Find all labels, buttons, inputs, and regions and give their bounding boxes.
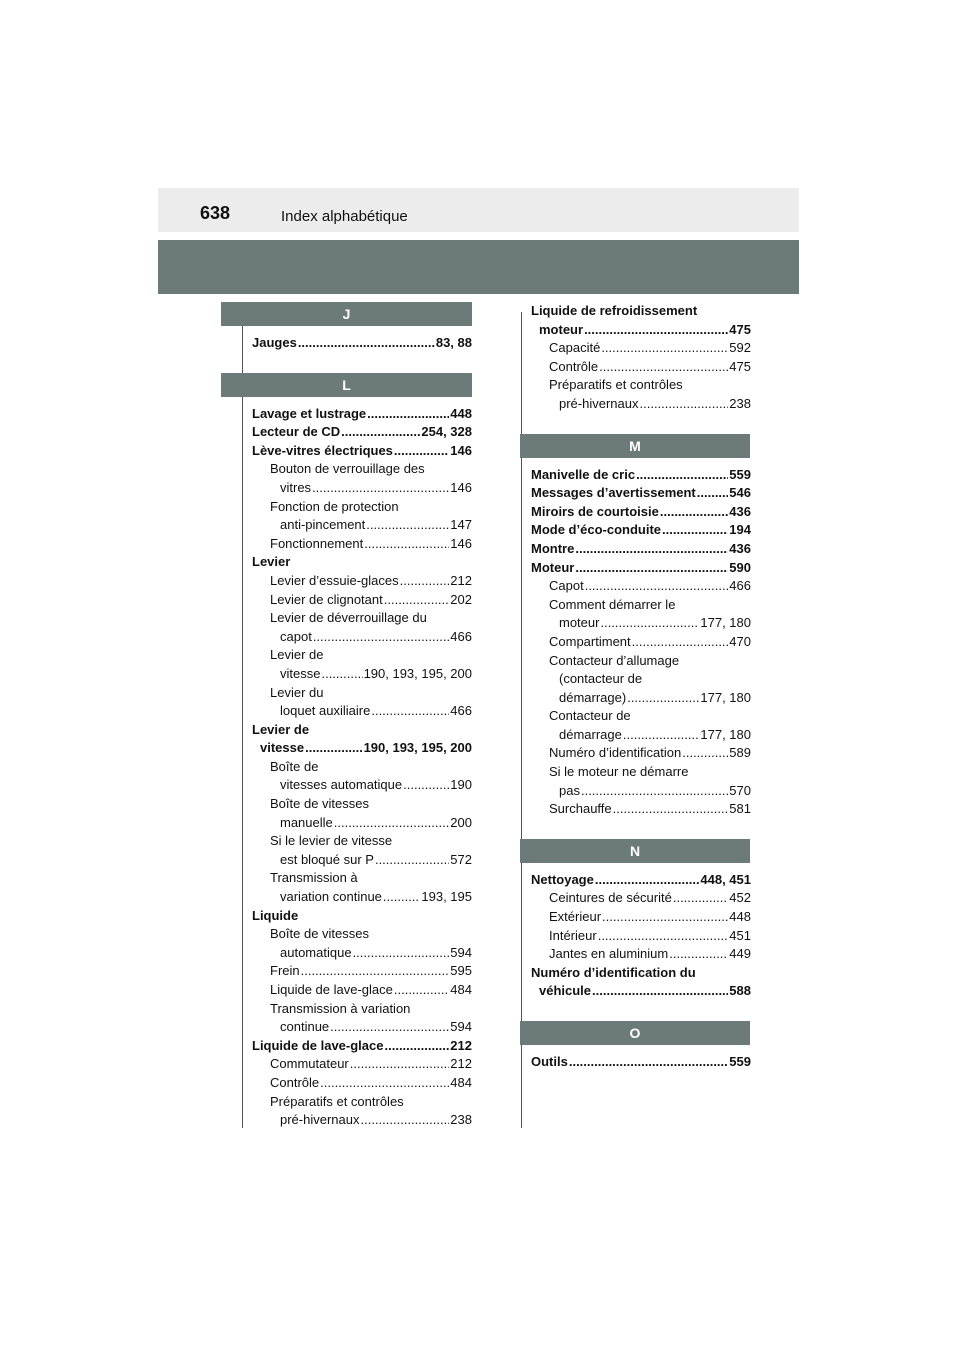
index-entry: Levier de déverrouillage du <box>270 610 427 626</box>
entry-page: 212 <box>450 572 472 588</box>
index-entry <box>242 591 472 610</box>
index-entry <box>521 800 751 819</box>
leader-dots <box>602 908 728 927</box>
index-entry: Bouton de verrouillage des <box>270 461 425 477</box>
index-entry <box>242 814 472 833</box>
index-entry <box>521 577 751 596</box>
entry-label: vitesse <box>260 740 305 756</box>
entry-page: 581 <box>729 801 751 817</box>
entry-label: Capot <box>549 578 584 594</box>
index-entry <box>242 1018 472 1037</box>
entry-page: 475 <box>729 358 751 374</box>
leader-dots <box>394 981 449 1000</box>
entry-label: pas <box>559 782 580 798</box>
entry-page: 238 <box>450 1112 472 1128</box>
index-entry <box>242 423 472 442</box>
entry-page: 200 <box>450 814 472 830</box>
entry-label: Miroirs de courtoisie <box>531 503 659 519</box>
index-entry <box>521 889 751 908</box>
index-entry: Liquide <box>252 907 299 923</box>
index-entry <box>521 559 751 578</box>
entry-page: 448 <box>729 909 751 925</box>
index-entry: Boîte de vitesses <box>270 926 369 942</box>
index-entry: Fonction de protection <box>270 498 399 514</box>
leader-dots <box>584 321 728 340</box>
entry-label: Jauges <box>252 335 297 350</box>
entry-label: démarrage <box>559 726 622 742</box>
index-entry <box>521 945 751 964</box>
leader-dots <box>581 782 728 801</box>
entry-label: Numéro d’identification <box>549 745 682 761</box>
index-entry: Numéro d’identification du <box>531 964 696 980</box>
entry-label: Frein <box>270 963 300 979</box>
entry-label: Montre <box>531 540 575 556</box>
entry-label: capot <box>280 628 312 644</box>
index-entry <box>521 395 751 414</box>
leader-dots <box>595 871 700 890</box>
page-title: Index alphabétique <box>281 208 408 225</box>
leader-dots <box>601 339 728 358</box>
leader-dots <box>313 628 449 647</box>
entry-label: vitesses automatique <box>280 777 403 793</box>
leader-dots <box>321 665 362 684</box>
leader-dots <box>383 888 420 907</box>
index-entry <box>521 521 751 540</box>
section-letter: M <box>520 434 750 458</box>
index-entry <box>242 535 472 554</box>
leader-dots <box>361 1111 450 1130</box>
leader-dots <box>673 889 728 908</box>
entry-page: 190 <box>450 777 472 793</box>
entry-label: est bloqué sur P <box>280 851 374 867</box>
entry-label: Nettoyage <box>531 871 594 887</box>
entry-label: vitesse <box>280 665 321 681</box>
section-letter: N <box>520 839 750 863</box>
leader-dots <box>334 814 450 833</box>
index-entry: (contacteur de <box>559 671 643 687</box>
entry-page: 193, 195 <box>421 889 472 905</box>
entry-page: 466 <box>450 703 472 719</box>
index-entry <box>521 689 751 708</box>
leader-dots <box>403 776 449 795</box>
entry-page: 238 <box>729 395 751 411</box>
leader-dots <box>301 962 450 981</box>
leader-dots <box>600 614 699 633</box>
index-entry <box>521 339 751 358</box>
index-entry: Si le moteur ne démarre <box>549 764 689 780</box>
leader-dots <box>364 535 449 554</box>
index-entry <box>242 665 472 684</box>
index-entry: Contacteur de <box>549 708 631 724</box>
index-entry <box>242 1074 472 1093</box>
index-entry: Levier <box>252 554 291 570</box>
index-column-right <box>521 302 751 1128</box>
index-entry: Contacteur d’allumage <box>549 652 680 668</box>
index-entry <box>242 1055 472 1074</box>
leader-dots <box>320 1074 449 1093</box>
index-entry <box>242 516 472 535</box>
leader-dots <box>353 944 450 963</box>
index-entry: Transmission à <box>270 870 358 886</box>
leader-dots <box>599 358 728 377</box>
index-entry: Préparatifs et contrôles <box>270 1093 404 1109</box>
entry-label: Manivelle de cric <box>531 466 636 482</box>
index-entry <box>242 479 472 498</box>
section-letter: J <box>221 302 472 326</box>
index-entry <box>242 442 472 461</box>
leader-dots <box>569 1053 728 1072</box>
entry-page: 177, 180 <box>700 615 751 631</box>
index-entry <box>521 503 751 522</box>
section-letter: L <box>221 373 472 397</box>
entry-label: Contrôle <box>549 358 599 374</box>
index-entry <box>521 908 751 927</box>
entry-page: 484 <box>450 982 472 997</box>
page-number: 638 <box>200 203 231 223</box>
entry-page: 466 <box>729 578 751 594</box>
leader-dots <box>367 405 449 424</box>
entry-label: Intérieur <box>549 927 597 943</box>
entry-label: manuelle <box>280 814 333 830</box>
entry-page: 190, 193, 195, 200 <box>363 740 472 756</box>
entry-label: Contrôle <box>270 1074 320 1090</box>
index-section <box>521 302 751 414</box>
entry-label: véhicule <box>539 983 592 999</box>
index-entry <box>521 484 751 503</box>
entry-label: Liquide de lave-glace <box>252 1037 384 1053</box>
index-entry <box>521 321 751 340</box>
entry-label: anti-pincement <box>280 517 366 533</box>
index-entry: Si le levier de vitesse <box>270 833 393 849</box>
entry-label: automatique <box>280 944 352 960</box>
entry-page: 177, 180 <box>700 726 751 742</box>
index-entry <box>242 1111 472 1130</box>
leader-dots <box>305 739 362 758</box>
entry-page: 190, 193, 195, 200 <box>363 665 472 681</box>
entry-page: 436 <box>729 540 751 556</box>
index-entry <box>521 540 751 559</box>
leader-dots <box>627 689 699 708</box>
leader-dots <box>366 516 449 535</box>
leader-dots <box>575 540 728 559</box>
entry-page: 146 <box>450 535 472 551</box>
index-entry <box>242 944 472 963</box>
index-entry: Comment démarrer le <box>549 596 676 612</box>
index-entry <box>521 1053 751 1072</box>
leader-dots <box>575 559 728 578</box>
entry-page: 212 <box>450 1037 472 1053</box>
leader-dots <box>640 395 729 414</box>
entry-page: 590 <box>729 559 751 575</box>
entry-label: Surchauffe <box>549 801 612 817</box>
index-entry: Boîte de <box>270 758 319 774</box>
entry-page: 588 <box>729 983 751 999</box>
entry-page: 147 <box>450 517 472 533</box>
leader-dots <box>341 423 420 442</box>
index-entry <box>521 726 751 745</box>
entry-page: 570 <box>729 782 751 798</box>
leader-dots <box>400 572 450 591</box>
index-entry <box>242 405 472 424</box>
entry-label: Outils <box>531 1054 568 1069</box>
leader-dots <box>298 334 435 353</box>
entry-page: 594 <box>450 944 472 960</box>
leader-dots <box>350 1055 450 1074</box>
leader-dots <box>613 800 729 819</box>
entry-label: Lavage et lustrage <box>252 405 367 421</box>
leader-dots <box>384 591 450 610</box>
entry-label: démarrage) <box>559 689 627 705</box>
index-entry <box>242 702 472 721</box>
index-entry <box>521 982 751 1001</box>
entry-label: Ceintures de sécurité <box>549 890 672 906</box>
index-section <box>521 434 751 819</box>
leader-dots <box>585 577 729 596</box>
index-section <box>242 302 472 353</box>
leader-dots <box>632 633 729 652</box>
entry-label: Lecteur de CD <box>252 424 341 440</box>
entry-page: 202 <box>450 591 472 607</box>
index-section <box>521 839 751 1001</box>
index-entry: Préparatifs et contrôles <box>549 377 683 393</box>
entry-page: 475 <box>729 321 751 337</box>
leader-dots <box>660 503 728 522</box>
entry-label: Capacité <box>549 340 601 356</box>
leader-dots <box>385 1037 450 1056</box>
entry-label: Extérieur <box>549 909 602 925</box>
entry-page: 470 <box>729 633 751 649</box>
entry-label: vitres <box>280 479 312 495</box>
index-entry <box>242 888 472 907</box>
index-entry <box>521 871 751 890</box>
entry-label: continue <box>280 1019 330 1035</box>
index-entry <box>521 358 751 377</box>
section-letter: O <box>520 1021 750 1045</box>
index-entry <box>242 776 472 795</box>
index-entry: Levier du <box>270 684 324 700</box>
index-entry <box>242 851 472 870</box>
entry-label: Jantes en aluminium <box>549 946 669 962</box>
entry-label: pré-hivernaux <box>280 1112 360 1128</box>
index-entry: Boîte de vitesses <box>270 796 369 812</box>
entry-page: 451 <box>729 927 751 943</box>
index-entry <box>521 927 751 946</box>
entry-label: Compartiment <box>549 633 631 649</box>
entry-label: Commutateur <box>270 1056 349 1072</box>
index-entry <box>521 744 751 763</box>
entry-page: 449 <box>729 946 751 962</box>
entry-page: 83, 88 <box>435 335 472 350</box>
leader-dots <box>598 927 729 946</box>
index-section <box>521 1021 751 1072</box>
entry-page: 559 <box>729 1054 751 1069</box>
leader-dots <box>669 945 728 964</box>
index-entry <box>242 739 472 758</box>
index-entry <box>242 981 472 1000</box>
entry-page: 559 <box>729 466 751 482</box>
index-entry: Liquide de refroidissement <box>531 303 698 318</box>
entry-page: 212 <box>450 1056 472 1072</box>
entry-label: Lève-vitres électriques <box>252 442 393 458</box>
index-entry <box>242 334 472 353</box>
leader-dots <box>375 851 449 870</box>
entry-label: moteur <box>539 321 584 337</box>
entry-page: 595 <box>450 963 472 979</box>
entry-page: 254, 328 <box>421 424 472 440</box>
entry-page: 546 <box>729 485 751 501</box>
page-header <box>158 188 799 232</box>
index-entry: Levier de <box>252 721 310 737</box>
entry-label: variation continue <box>280 889 382 905</box>
entry-label: pré-hivernaux <box>559 395 639 411</box>
index-entry: Transmission à variation <box>270 1000 411 1016</box>
entry-label: Levier d’essuie-glaces <box>270 572 399 588</box>
entry-page: 436 <box>729 503 751 519</box>
leader-dots <box>371 702 449 721</box>
entry-page: 177, 180 <box>700 689 751 705</box>
index-entry <box>521 614 751 633</box>
entry-label: moteur <box>559 615 600 631</box>
index-entry <box>521 466 751 485</box>
leader-dots <box>330 1018 449 1037</box>
index-entry <box>242 962 472 981</box>
leader-dots <box>592 982 728 1001</box>
index-entry <box>242 628 472 647</box>
entry-page: 594 <box>450 1019 472 1035</box>
leader-dots <box>623 726 700 745</box>
entry-page: 572 <box>450 851 472 867</box>
entry-page: 484 <box>450 1074 472 1090</box>
entry-page: 452 <box>729 890 751 906</box>
header-band <box>158 240 799 294</box>
entry-page: 146 <box>450 479 472 495</box>
entry-label: Mode d’éco-conduite <box>531 522 661 538</box>
leader-dots <box>312 479 449 498</box>
entry-label: Messages d’avertissement <box>531 485 696 501</box>
entry-label: Moteur <box>531 559 575 575</box>
entry-label: Fonctionnement <box>270 535 364 551</box>
index-section <box>242 373 472 1130</box>
leader-dots <box>682 744 728 763</box>
leader-dots <box>394 442 449 461</box>
entry-page: 592 <box>729 340 751 356</box>
leader-dots <box>697 484 729 503</box>
index-entry <box>521 633 751 652</box>
entry-page: 589 <box>729 745 751 761</box>
entry-label: Liquide de lave-glace <box>270 982 393 997</box>
entry-label: Levier de clignotant <box>270 591 383 607</box>
entry-label: loquet auxiliaire <box>280 703 371 719</box>
index-entry <box>242 572 472 591</box>
index-entry <box>242 1037 472 1056</box>
entry-page: 448 <box>450 405 472 421</box>
entry-page: 448, 451 <box>700 871 751 887</box>
index-entry: Levier de <box>270 647 324 663</box>
entry-page: 466 <box>450 628 472 644</box>
leader-dots <box>636 466 728 485</box>
entry-page: 194 <box>729 522 751 538</box>
index-entry <box>521 782 751 801</box>
entry-page: 146 <box>450 442 472 458</box>
index-column-left <box>242 302 472 1128</box>
leader-dots <box>662 521 728 540</box>
